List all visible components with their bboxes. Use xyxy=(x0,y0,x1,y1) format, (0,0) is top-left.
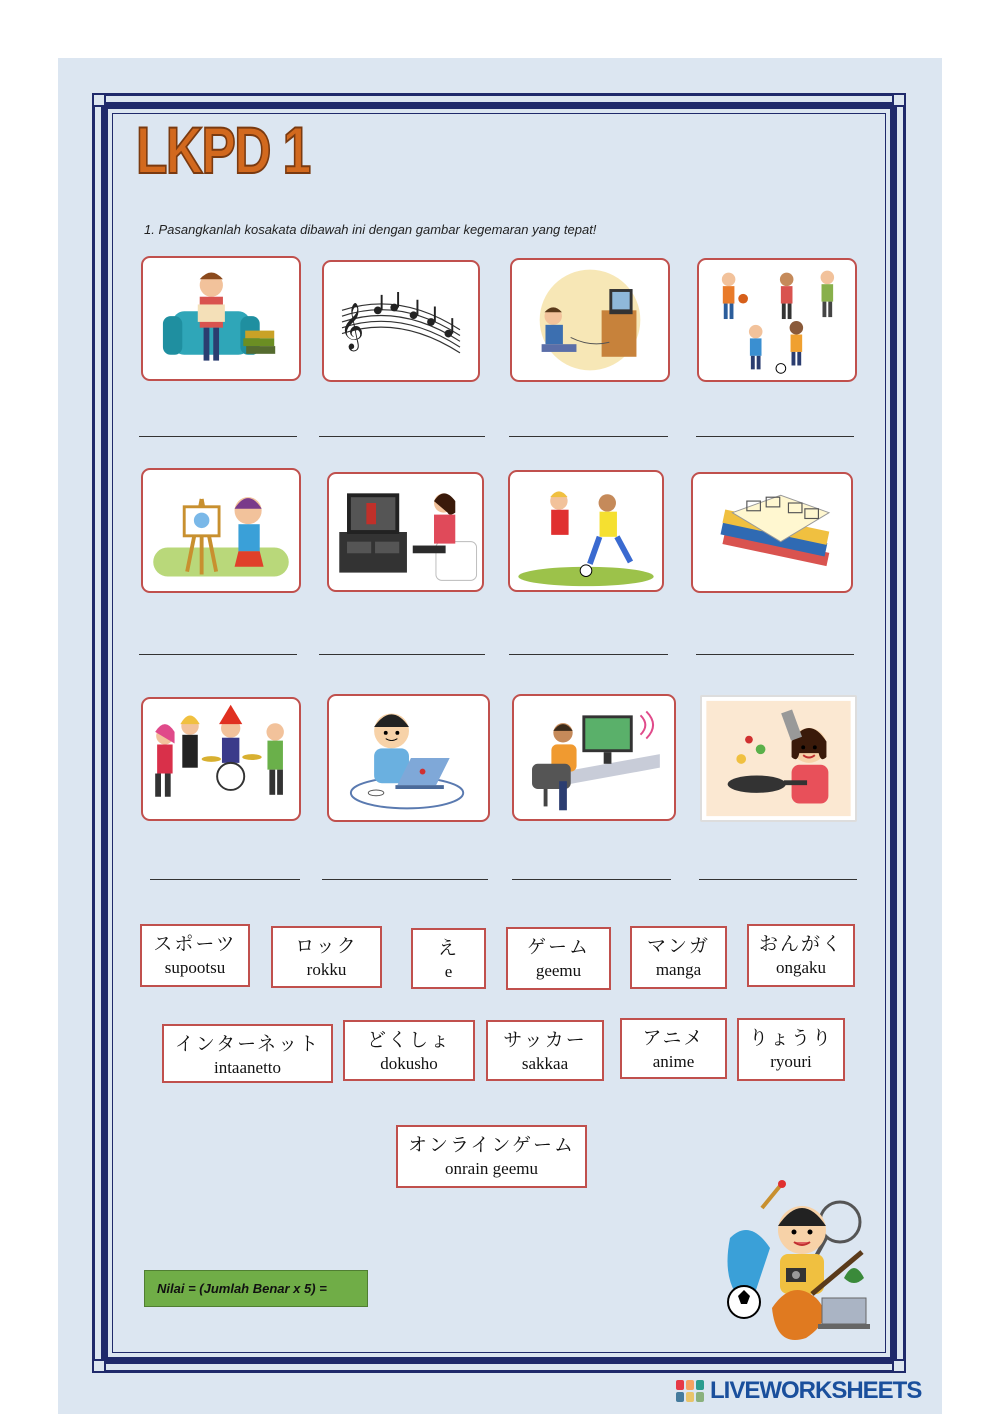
border-corner xyxy=(892,1359,906,1373)
answer-line[interactable] xyxy=(512,879,671,880)
worksheet-title: LKPD 1 xyxy=(136,113,310,187)
watching-tv-icon xyxy=(327,472,484,592)
word-card-sakkaa[interactable] xyxy=(486,1020,604,1081)
answer-line[interactable] xyxy=(696,436,854,437)
word-romaji: ryouri xyxy=(770,1052,812,1071)
answer-line[interactable] xyxy=(322,879,488,880)
word-romaji: ongaku xyxy=(775,958,827,977)
word-japanese: サッカー xyxy=(503,1029,587,1051)
word-romaji: dokusho xyxy=(380,1054,438,1073)
hobbies-illustration-icon xyxy=(722,1178,872,1348)
border-corner xyxy=(92,93,106,107)
word-japanese: マンガ xyxy=(646,935,710,957)
word-japanese: どくしょ xyxy=(366,1029,451,1051)
soccer-icon xyxy=(508,470,664,592)
online-game-icon xyxy=(512,694,676,821)
border-corner xyxy=(92,1359,106,1373)
reading-icon xyxy=(141,256,301,381)
rock-band-icon xyxy=(141,697,301,821)
score-box[interactable]: Nilai = (Jumlah Benar x 5) = xyxy=(144,1270,368,1307)
word-japanese: スポーツ xyxy=(153,933,237,955)
word-card-intaanetto[interactable] xyxy=(162,1024,333,1083)
word-card-manga[interactable] xyxy=(630,926,727,989)
word-japanese: え xyxy=(437,937,459,959)
word-card-onrain-geemu[interactable] xyxy=(396,1125,587,1188)
liveworksheets-brand[interactable] xyxy=(676,1378,921,1404)
cooking-icon xyxy=(700,695,857,822)
word-romaji: e xyxy=(444,962,453,981)
answer-line[interactable] xyxy=(319,436,485,437)
answer-line[interactable] xyxy=(319,654,485,655)
answer-line[interactable] xyxy=(139,654,297,655)
manga-books-icon xyxy=(691,472,853,593)
word-japanese: ゲーム xyxy=(526,936,590,958)
instruction-text: 1. Pasangkanlah kosakata dibawah ini dengan gambar kegemaran yang tepat! xyxy=(144,222,597,237)
music-notes-icon xyxy=(322,260,480,382)
border-corner xyxy=(892,93,906,107)
word-romaji: geemu xyxy=(535,961,582,980)
painting-icon xyxy=(141,468,301,593)
brand-name: LIVEWORKSHEETS xyxy=(710,1377,922,1404)
word-card-ongaku[interactable] xyxy=(747,924,855,987)
answer-line[interactable] xyxy=(150,879,300,880)
word-romaji: manga xyxy=(655,960,702,979)
svg-text:𝄞: 𝄞 xyxy=(340,301,365,350)
word-japanese: おんがく xyxy=(758,933,843,955)
answer-line[interactable] xyxy=(696,654,854,655)
word-romaji: intaanetto xyxy=(213,1058,282,1077)
video-game-icon xyxy=(510,258,670,382)
internet-laptop-icon xyxy=(327,694,490,822)
word-japanese: オンラインゲーム xyxy=(407,1134,576,1156)
word-card-e[interactable] xyxy=(411,928,486,989)
word-card-rokku[interactable] xyxy=(271,926,382,988)
answer-line[interactable] xyxy=(509,654,668,655)
word-romaji: rokku xyxy=(306,960,347,979)
word-card-anime[interactable] xyxy=(620,1018,727,1079)
word-japanese: りょうり xyxy=(748,1027,833,1049)
word-romaji: onrain geemu xyxy=(445,1159,538,1178)
word-romaji: supootsu xyxy=(164,958,226,977)
sports-icon xyxy=(697,258,857,382)
word-romaji: anime xyxy=(652,1052,695,1071)
word-romaji: sakkaa xyxy=(521,1054,569,1073)
answer-line[interactable] xyxy=(139,436,297,437)
word-japanese: アニメ xyxy=(642,1027,705,1049)
word-card-geemu[interactable] xyxy=(506,927,611,990)
word-card-ryouri[interactable] xyxy=(737,1018,845,1081)
word-card-supootsu[interactable] xyxy=(140,924,250,987)
word-japanese: ロック xyxy=(295,935,358,957)
answer-line[interactable] xyxy=(699,879,857,880)
word-card-dokusho[interactable] xyxy=(343,1020,475,1081)
liveworksheets-logo-icon xyxy=(676,1380,704,1402)
word-japanese: インターネット xyxy=(174,1033,321,1055)
answer-line[interactable] xyxy=(509,436,668,437)
